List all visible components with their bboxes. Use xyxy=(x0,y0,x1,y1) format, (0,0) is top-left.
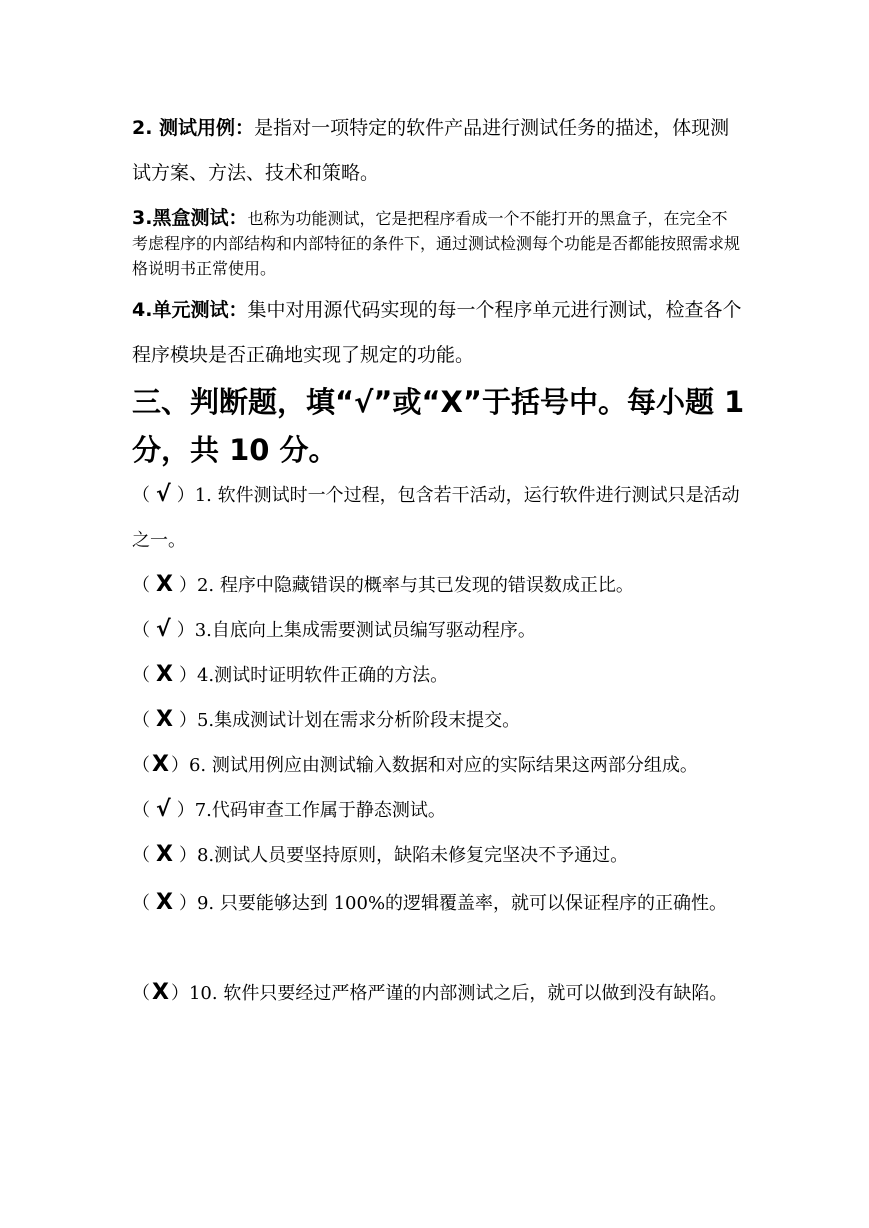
check-mark-icon: √ xyxy=(156,482,171,507)
paren-close: ） xyxy=(178,845,197,866)
paren-close: ） xyxy=(178,665,197,686)
cross-mark-icon: X xyxy=(156,662,173,687)
question-text: 1. 软件测试时一个过程，包含若干活动，运行软件进行测试只是活动之一。 xyxy=(132,485,740,551)
paren-close: ） xyxy=(170,983,189,1004)
paren-open: （ xyxy=(132,800,150,821)
paren-open: （ xyxy=(132,845,150,866)
question-4 xyxy=(132,652,752,698)
paren-open: （ xyxy=(132,575,150,596)
definition-text: 是指对一项特定的软件产品进行测试任务的描述，体现测试方案、方法、技术和策略。 xyxy=(132,117,730,184)
question-3 xyxy=(132,607,752,653)
question-text: 7.代码审查工作属于静态测试。 xyxy=(194,800,446,821)
question-text: 5.集成测试计划在需求分析阶段末提交。 xyxy=(196,710,521,731)
cross-mark-icon: X xyxy=(156,842,173,867)
paren-close: ） xyxy=(176,800,195,821)
question-text: 10. 软件只要经过严格严谨的内部测试之后，就可以做到没有缺陷。 xyxy=(188,983,728,1004)
paren-close: ） xyxy=(178,575,197,596)
question-2 xyxy=(132,562,752,608)
paren-open: （ xyxy=(132,710,150,731)
definition-unit-test xyxy=(132,288,742,378)
question-text: 2. 程序中隐藏错误的概率与其已发现的错误数成正比。 xyxy=(196,575,634,596)
paren-open: （ xyxy=(132,983,150,1004)
paren-close: ） xyxy=(170,755,189,776)
paren-open: （ xyxy=(132,485,150,506)
check-mark-icon: √ xyxy=(156,617,171,642)
definition-term: 2. 测试用例： xyxy=(132,117,255,139)
question-text: 3.自底向上集成需要测试员编写驱动程序。 xyxy=(194,620,536,641)
check-mark-icon: √ xyxy=(156,797,171,822)
section-heading: 三、判断题，填“√”或“X”于括号中。每小题 1 分，共 10 分。 xyxy=(132,385,745,467)
question-text: 8.测试人员要坚持原则，缺陷未修复完坚决不予通过。 xyxy=(196,845,629,866)
cross-mark-icon: X xyxy=(152,980,169,1005)
definition-test-case xyxy=(132,106,742,196)
definition-black-box xyxy=(132,206,742,281)
paren-open: （ xyxy=(132,620,150,641)
paren-close: ） xyxy=(176,620,195,641)
cross-mark-icon: X xyxy=(156,572,173,597)
paren-close: ） xyxy=(176,485,195,506)
question-text: 6. 测试用例应由测试输入数据和对应的实际结果这两部分组成。 xyxy=(188,755,698,776)
question-text: 9. 只要能够达到 100%的逻辑覆盖率，就可以保证程序的正确性。 xyxy=(196,893,728,914)
question-1 xyxy=(132,472,752,563)
paren-open: （ xyxy=(132,755,150,776)
definition-text: 也称为功能测试，它是把程序看成一个不能打开的黑盒子，在完全不考虑程序的内部结构和内部特征的条件下，通过测试检测每个功能是否都能按照需求规格说明书正常使用。 xyxy=(132,209,741,278)
question-6 xyxy=(132,742,752,788)
definition-term: 4.单元测试： xyxy=(132,299,248,321)
paren-close: ） xyxy=(178,710,197,731)
question-text: 4.测试时证明软件正确的方法。 xyxy=(196,665,449,686)
question-5 xyxy=(132,697,752,743)
question-7 xyxy=(132,787,752,833)
question-8 xyxy=(132,832,752,878)
paren-open: （ xyxy=(132,893,150,914)
definition-term: 3.黑盒测试： xyxy=(132,207,248,229)
question-9 xyxy=(132,880,752,926)
cross-mark-icon: X xyxy=(156,707,173,732)
cross-mark-icon: X xyxy=(152,752,169,777)
paren-close: ） xyxy=(178,893,197,914)
cross-mark-icon: X xyxy=(156,890,173,915)
question-10 xyxy=(132,970,752,1016)
paren-open: （ xyxy=(132,665,150,686)
definition-text: 集中对用源代码实现的每一个程序单元进行测试，检查各个程序模块是否正确地实现了规定的功能。 xyxy=(132,299,742,366)
